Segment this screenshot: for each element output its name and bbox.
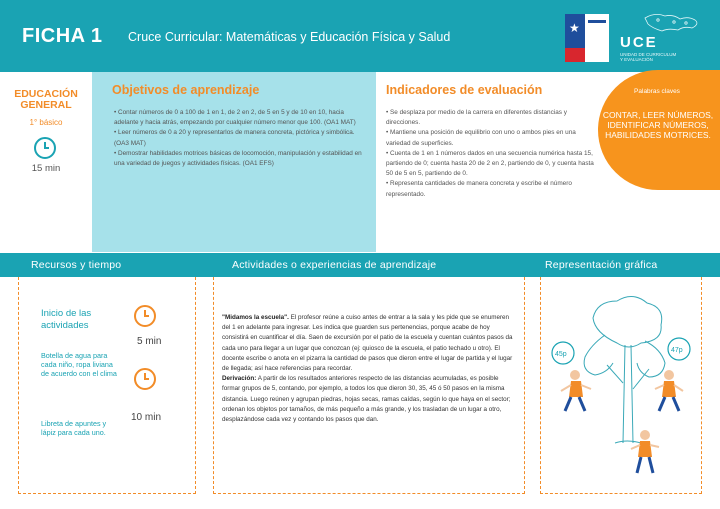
label-47p: 47p: [671, 347, 683, 354]
label-45p: 45p: [555, 351, 567, 358]
resource-item: Libreta de apuntes y lápiz para cada uno.: [41, 419, 107, 437]
tree-icon: [584, 296, 665, 443]
graphic-heading: Representación gráfica: [545, 259, 658, 271]
uce-subtitle: UNIDAD DE CURRICULUM Y EVALUACIÓN: [620, 52, 677, 62]
child-walking-icon: [655, 370, 683, 411]
duration-label: 15 min: [31, 163, 61, 174]
derivation-title: Derivación:: [222, 375, 257, 383]
resources-panel: [18, 277, 196, 494]
indicator-item: • Cuenta de 1 en 1 números dados en una secuencia numérica hasta 15, partiendo de 0; cuenta hasta 20 de 2 en 2, partiendo de 0, y cuenta hasta 50 de 5 en 5, partiendo de 0.: [386, 149, 594, 178]
start-activities-label: Inicio de las actividades: [41, 308, 92, 331]
indicator-item: • Se desplaza por medio de la carrera en diferentes distancias y direcciones.: [386, 109, 567, 127]
world-map-icon: [640, 10, 720, 34]
activity-paragraph: [222, 313, 518, 374]
activity-title: "Midamos la escuela".: [222, 314, 289, 321]
uce-text: UCE: [620, 34, 658, 51]
graphic-panel: [540, 277, 702, 494]
objectives-title: Objetivos de aprendizaje: [112, 83, 260, 97]
objective-item: • Contar números de 0 a 100 de 1 en 1, de 2 en 2, de 5 en 5 y de 10 en 10, hacia adelante y hacia atrás, empezando por cualquier número menor que 100. (OA1 MAT): [114, 109, 356, 127]
indicators-list: [386, 108, 598, 200]
logo-blue-block: [565, 14, 585, 48]
objectives-list: [114, 108, 364, 169]
child-standing-icon: [631, 430, 659, 473]
derivation-body: A partir de los resultados anteriores respecto de las distancias acumuladas, es posible formar grupos de 5, contando, por ejemplo, a todos los que dieron 30, 35, 45 ó 50 pasos en la misma distancia. Luego reúnen y agrupan piedras, hojas secas, ramas caídas, según lo que haya en el sector; ordenan los objetos por tamaños, de más pequeño a más grande, y los trasladan de un lugar a otro, desplazándose cada vez y contando los pasos que dan.: [222, 375, 511, 424]
objective-item: • Leer números de 0 a 20 y representarlos de manera concreta, pictórica y simbólica. (OA3 MAT): [114, 129, 355, 147]
activity-paragraph: [222, 374, 518, 425]
objectives-panel: [92, 72, 376, 252]
illustration: [545, 293, 699, 488]
activities-text: [222, 313, 518, 425]
indicator-item: • Mantiene una posición de equilibrio con uno o ambos pies en una variedad de superficies.: [386, 129, 576, 147]
activity-body: El profesor reúne a cuiso antes de entrar a la sala y les pide que se enumeren del 1 en adelante para ingresar. Les indica que guarden sus pertenencias, porque acabe de hoy consistirá en cuantificar el día. Saen de excursión por el patio de la escuela y cuentan cuántos pasos da cada uno para llegar a un lugar que conozcan (ej: quiosco de la escuela, el patio techado u otro). El docente escribe o anota en el pizarra la cantidad de pasos que dieron entre el lugar de partida y el lugar de llegada; así hace referencias para recordar.: [222, 314, 513, 373]
education-level: EDUCACIÓN GENERAL: [14, 88, 78, 111]
uce-logo: [620, 10, 710, 66]
star-icon: ★: [569, 21, 580, 35]
grade-label: 1° básico: [29, 118, 63, 127]
child-running-icon: [561, 370, 591, 411]
resource-item: Botella de agua para cada niño, ropa liviana de acuerdo con el clima: [41, 351, 117, 378]
government-logo: [565, 14, 609, 62]
duration-10-min: 10 min: [131, 412, 162, 423]
section-header-bar: [0, 253, 720, 277]
keywords-badge: [598, 70, 720, 190]
clock-icon: [133, 304, 157, 328]
resources-heading: Recursos y tiempo: [31, 259, 122, 271]
clock-icon: [33, 136, 57, 160]
objective-item: • Demostrar habilidades motrices básicas de locomoción, manipulación y estabilidad en una variedad de juegos y actividades físicas. (OA1 EFS): [114, 149, 362, 168]
duration-5-min: 5 min: [137, 336, 162, 347]
logo-red-block: [565, 48, 585, 62]
page-title: Cruce Curricular: Matemáticas y Educación Física y Salud: [128, 30, 451, 44]
activities-heading: Actividades o experiencias de aprendizaje: [232, 259, 437, 271]
keywords-label: Palabras claves: [634, 88, 680, 95]
activities-panel: [213, 277, 525, 494]
indicators-title: Indicadores de evaluación: [386, 83, 543, 97]
header-bar: [0, 0, 720, 72]
logo-line: [588, 20, 606, 23]
indicator-item: • Representa cantidades de manera concreta y escribe el número representado.: [386, 180, 572, 198]
level-panel: [0, 72, 92, 252]
ficha-title: FICHA 1: [22, 25, 103, 47]
keywords-text: CONTAR, LEER NÚMEROS, IDENTIFICAR NÚMEROS, HABILIDADES MOTRICES.: [602, 110, 714, 140]
clock-icon: [133, 367, 157, 391]
